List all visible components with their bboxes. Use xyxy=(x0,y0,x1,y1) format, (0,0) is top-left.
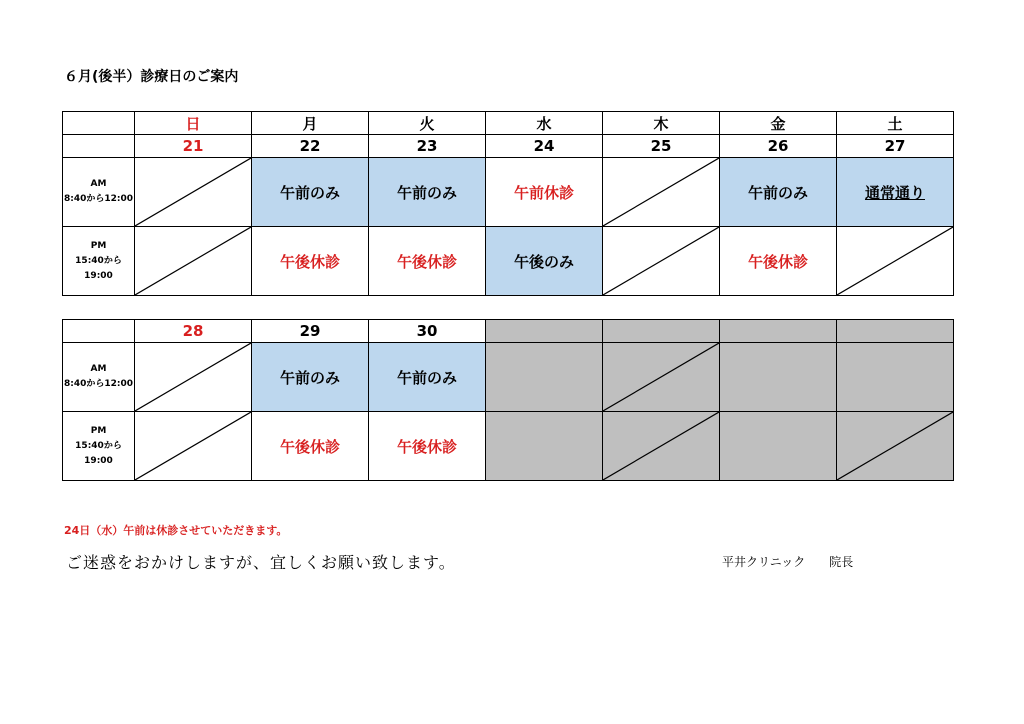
unused-cell xyxy=(486,343,603,412)
date-cell: 21 xyxy=(135,135,252,158)
date-label-cell xyxy=(63,135,135,158)
schedule-cell: 午前のみ xyxy=(252,158,369,227)
weekday-fri: 金 xyxy=(720,112,837,135)
schedule-cell: 午前休診 xyxy=(486,158,603,227)
date-cell: 28 xyxy=(135,320,252,343)
schedule-cell: 午前のみ xyxy=(252,343,369,412)
date-cell: 25 xyxy=(603,135,720,158)
closed-cell xyxy=(135,158,252,227)
apology-message: ご迷惑をおかけしますが、宜しくお願い致します。 xyxy=(66,553,456,572)
date-cell: 22 xyxy=(252,135,369,158)
pm-label: PM xyxy=(90,425,107,436)
am-row xyxy=(63,158,954,227)
schedule-cell: 午後のみ xyxy=(486,227,603,296)
am-row xyxy=(63,343,954,412)
pm-time: 15:40から19:00 xyxy=(75,255,122,281)
diagonal-slash xyxy=(603,412,719,480)
unused-cell xyxy=(486,320,603,343)
pm-slot-label xyxy=(63,227,135,296)
pm-row xyxy=(63,412,954,481)
diagonal-slash xyxy=(837,227,953,295)
closed-cell xyxy=(135,227,252,296)
am-slot-label xyxy=(63,343,135,412)
pm-slot-label xyxy=(63,412,135,481)
unused-cell xyxy=(837,320,954,343)
pm-label: PM xyxy=(90,240,107,251)
weekday-sun: 日 xyxy=(135,112,252,135)
schedule-cell: 通常通り xyxy=(837,158,954,227)
closed-cell xyxy=(837,227,954,296)
weekday-sat: 土 xyxy=(837,112,954,135)
schedule-cell: 午後休診 xyxy=(720,227,837,296)
date-label-cell xyxy=(63,320,135,343)
pm-row xyxy=(63,227,954,296)
date-cell: 23 xyxy=(369,135,486,158)
unused-cell xyxy=(720,412,837,481)
date-row xyxy=(63,135,954,158)
closed-cell xyxy=(135,412,252,481)
unused-cell xyxy=(720,320,837,343)
schedule-table-week1 xyxy=(62,111,954,296)
date-cell: 26 xyxy=(720,135,837,158)
diagonal-slash xyxy=(603,158,719,226)
unused-cell xyxy=(720,343,837,412)
schedule-cell: 午後休診 xyxy=(369,227,486,296)
schedule-cell: 午前のみ xyxy=(720,158,837,227)
schedule-table-week2 xyxy=(62,319,954,481)
page-title: ６月(後半）診療日のご案内 xyxy=(64,69,239,85)
diagonal-slash xyxy=(837,412,953,480)
diagonal-slash xyxy=(135,227,251,295)
date-cell: 24 xyxy=(486,135,603,158)
am-label: AM xyxy=(90,364,107,374)
unused-cell xyxy=(837,412,954,481)
closure-notice: 24日（水）午前は休診させていただきます。 xyxy=(64,524,288,537)
diagonal-slash xyxy=(603,343,719,411)
date-cell: 29 xyxy=(252,320,369,343)
closed-cell xyxy=(135,343,252,412)
unused-cell xyxy=(486,412,603,481)
weekday-tue: 火 xyxy=(369,112,486,135)
clinic-signature: 平井クリニック 院長 xyxy=(722,555,854,569)
unused-cell xyxy=(603,412,720,481)
diagonal-slash xyxy=(135,343,251,411)
corner-cell xyxy=(63,112,135,135)
pm-time: 15:40から19:00 xyxy=(75,440,122,466)
date-cell: 30 xyxy=(369,320,486,343)
weekday-header-row xyxy=(63,112,954,135)
diagonal-slash xyxy=(135,158,251,226)
schedule-cell: 午前のみ xyxy=(369,158,486,227)
closed-cell xyxy=(603,227,720,296)
weekday-mon: 月 xyxy=(252,112,369,135)
weekday-wed: 水 xyxy=(486,112,603,135)
weekday-thu: 木 xyxy=(603,112,720,135)
unused-cell xyxy=(603,320,720,343)
am-slot-label xyxy=(63,158,135,227)
am-time: 8:40から12:00 xyxy=(63,194,134,204)
unused-cell xyxy=(603,343,720,412)
schedule-cell: 午後休診 xyxy=(369,412,486,481)
diagonal-slash xyxy=(603,227,719,295)
date-cell: 27 xyxy=(837,135,954,158)
diagonal-slash xyxy=(135,412,251,480)
schedule-cell: 午後休診 xyxy=(252,227,369,296)
am-label: AM xyxy=(90,179,107,189)
closed-cell xyxy=(603,158,720,227)
schedule-cell: 午後休診 xyxy=(252,412,369,481)
schedule-cell: 午前のみ xyxy=(369,343,486,412)
am-time: 8:40から12:00 xyxy=(63,379,134,389)
unused-cell xyxy=(837,343,954,412)
date-row xyxy=(63,320,954,343)
